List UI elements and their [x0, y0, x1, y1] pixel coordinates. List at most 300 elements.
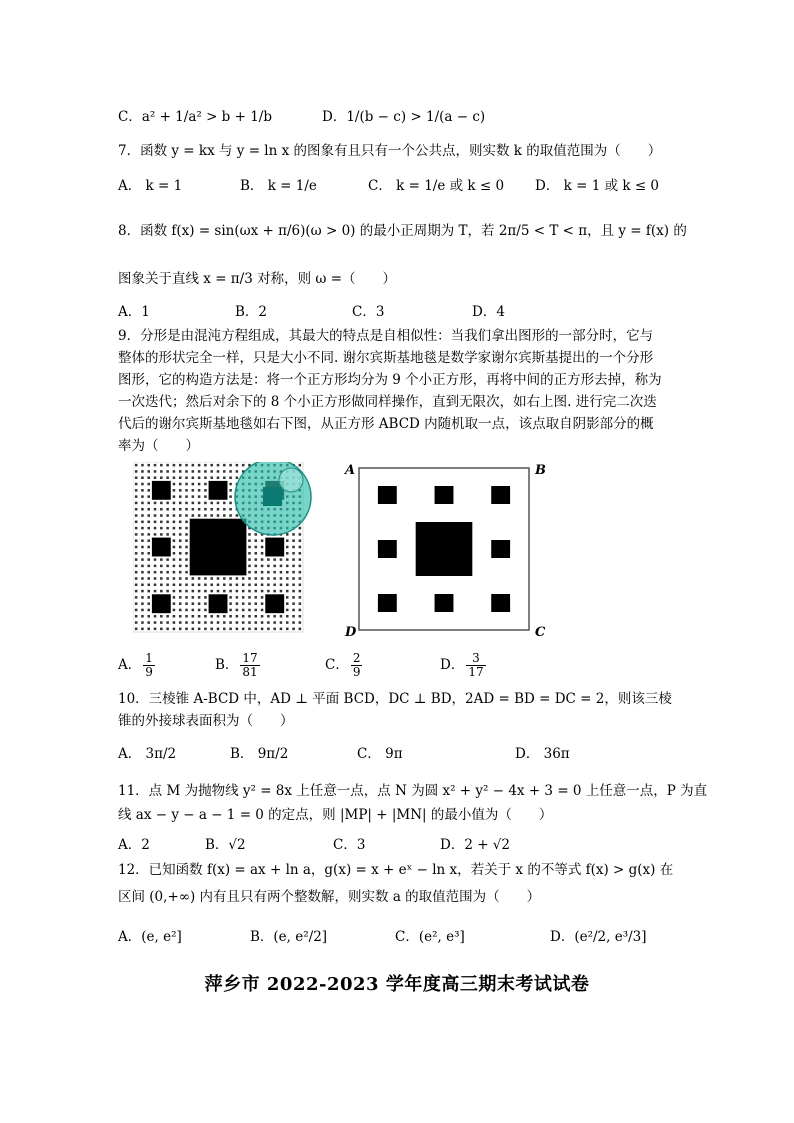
- q10-line1: 10．三棱锥 A-BCD 中，AD ⊥ 平面 BCD，DC ⊥ BD，2AD = BD = DC = 2，则该三棱: [118, 691, 672, 707]
- carpet-dot: [141, 571, 144, 574]
- carpet-dot: [160, 577, 163, 580]
- carpet-dot: [192, 476, 195, 479]
- carpet-dot: [147, 508, 150, 511]
- carpet-dot: [166, 514, 169, 517]
- magnify-circle-small: [279, 468, 303, 492]
- carpet-dot: [147, 533, 150, 536]
- q7-option-b: B． k = 1/e: [240, 178, 317, 194]
- abcd-small-square: [378, 594, 397, 612]
- carpet-dot: [286, 615, 289, 618]
- carpet-dot: [192, 602, 195, 605]
- carpet-dot: [147, 464, 150, 467]
- carpet-dot: [229, 609, 232, 612]
- carpet-dot: [242, 628, 245, 631]
- carpet-dot: [173, 552, 176, 555]
- carpet-dot: [185, 628, 188, 631]
- carpet-dot: [141, 527, 144, 530]
- carpet-dot: [229, 495, 232, 498]
- q12-option-c: C．(e², e³]: [395, 929, 465, 945]
- carpet-dot: [229, 464, 232, 467]
- carpet-dot: [173, 539, 176, 542]
- carpet-dot: [147, 539, 150, 542]
- carpet-dot: [173, 533, 176, 536]
- carpet-dot: [141, 533, 144, 536]
- carpet-dot: [173, 590, 176, 593]
- carpet-dot: [147, 546, 150, 549]
- carpet-dot: [160, 464, 163, 467]
- q11-option-d: D．2 + √2: [440, 837, 510, 853]
- carpet-dot: [198, 596, 201, 599]
- carpet-dot: [267, 565, 270, 568]
- carpet-dot: [135, 521, 138, 524]
- carpet-dot: [299, 577, 302, 580]
- carpet-dot: [147, 609, 150, 612]
- carpet-dot: [141, 476, 144, 479]
- carpet-dot: [179, 489, 182, 492]
- q12-line1: 12．已知函数 f(x) = ax + ln a，g(x) = x + eˣ − ln x，若关于 x 的不等式 f(x) > g(x) 在: [118, 862, 674, 878]
- carpet-dot: [173, 508, 176, 511]
- carpet-dot: [192, 596, 195, 599]
- carpet-dot: [141, 495, 144, 498]
- carpet-dot: [229, 470, 232, 473]
- carpet-dot: [154, 533, 157, 536]
- carpet-dot: [204, 602, 207, 605]
- carpet-dot: [179, 527, 182, 530]
- carpet-dot: [223, 508, 226, 511]
- carpet-dot: [192, 464, 195, 467]
- carpet-dot: [292, 590, 295, 593]
- carpet-dot: [192, 615, 195, 618]
- carpet-dot: [147, 521, 150, 524]
- carpet-dot: [299, 552, 302, 555]
- carpet-dot: [217, 464, 220, 467]
- carpet-dot: [173, 546, 176, 549]
- q7-option-a: A． k = 1: [118, 178, 183, 194]
- carpet-dot: [248, 602, 251, 605]
- carpet-dot: [166, 577, 169, 580]
- carpet-dot: [147, 596, 150, 599]
- q8-option-b: B．2: [235, 304, 268, 320]
- abcd-small-square: [491, 540, 510, 558]
- carpet-dot: [255, 615, 258, 618]
- carpet-dot: [255, 565, 258, 568]
- carpet-dot: [267, 621, 270, 624]
- q8-option-d: D．4: [472, 304, 505, 320]
- abcd-small-square: [378, 540, 397, 558]
- carpet-dot: [242, 596, 245, 599]
- carpet-dot: [185, 483, 188, 486]
- q11-option-c: C．3: [333, 837, 366, 853]
- carpet-dot: [173, 470, 176, 473]
- carpet-dot: [204, 590, 207, 593]
- carpet-dot: [179, 514, 182, 517]
- carpet-dot: [198, 502, 201, 505]
- carpet-dot: [166, 502, 169, 505]
- q10-option-a: A． 3π/2: [118, 746, 177, 762]
- carpet-dot: [204, 508, 207, 511]
- carpet-dot: [185, 558, 188, 561]
- carpet-dot: [223, 464, 226, 467]
- carpet-dot: [135, 508, 138, 511]
- carpet-small-block: [265, 538, 284, 557]
- carpet-dot: [299, 546, 302, 549]
- carpet-dot: [135, 483, 138, 486]
- carpet-dot: [286, 565, 289, 568]
- carpet-dot: [261, 615, 264, 618]
- carpet-dot: [141, 546, 144, 549]
- carpet-dot: [147, 552, 150, 555]
- carpet-dot: [299, 533, 302, 536]
- carpet-dot: [185, 615, 188, 618]
- carpet-dot: [204, 628, 207, 631]
- carpet-dot: [223, 590, 226, 593]
- carpet-dot: [229, 483, 232, 486]
- carpet-dot: [204, 464, 207, 467]
- carpet-dot: [173, 502, 176, 505]
- carpet-dot: [255, 539, 258, 542]
- carpet-dot: [273, 590, 276, 593]
- carpet-dot: [286, 596, 289, 599]
- carpet-dot: [192, 621, 195, 624]
- carpet-dot: [141, 539, 144, 542]
- carpet-dot: [135, 615, 138, 618]
- carpet-dot: [242, 590, 245, 593]
- abcd-small-square: [491, 594, 510, 612]
- q9-line6: 率为（ ）: [118, 438, 199, 454]
- carpet-dot: [198, 590, 201, 593]
- q11-option-b: B．√2: [205, 837, 246, 853]
- carpet-dot: [185, 464, 188, 467]
- carpet-dot: [179, 502, 182, 505]
- carpet-dot: [217, 628, 220, 631]
- carpet-dot: [154, 508, 157, 511]
- carpet-dot: [192, 483, 195, 486]
- carpet-dot: [280, 628, 283, 631]
- q9-line4: 一次迭代；然后对余下的 8 个小正方形做同样操作，直到无限次，如右上图. 进行完二次迭: [118, 394, 657, 410]
- carpet-dot: [286, 571, 289, 574]
- carpet-dot: [185, 539, 188, 542]
- carpet-dot: [141, 521, 144, 524]
- carpet-dot: [179, 483, 182, 486]
- carpet-dot: [185, 546, 188, 549]
- carpet-dot: [154, 615, 157, 618]
- carpet-dot: [135, 464, 138, 467]
- carpet-dot: [179, 546, 182, 549]
- abcd-small-square: [491, 486, 510, 504]
- carpet-dot: [135, 628, 138, 631]
- carpet-dot: [217, 514, 220, 517]
- carpet-dot: [160, 533, 163, 536]
- carpet-dot: [185, 527, 188, 530]
- carpet-dot: [141, 489, 144, 492]
- carpet-dot: [147, 565, 150, 568]
- carpet-dot: [173, 521, 176, 524]
- carpet-dot: [204, 489, 207, 492]
- carpet-dot: [141, 565, 144, 568]
- carpet-dot: [273, 628, 276, 631]
- carpet-dot: [261, 621, 264, 624]
- carpet-dot: [217, 577, 220, 580]
- carpet-dot: [166, 527, 169, 530]
- carpet-small-block: [152, 594, 171, 613]
- carpet-dot: [185, 621, 188, 624]
- carpet-dot: [160, 470, 163, 473]
- carpet-dot: [292, 628, 295, 631]
- carpet-dot: [255, 621, 258, 624]
- carpet-dot: [286, 584, 289, 587]
- carpet-dot: [141, 483, 144, 486]
- carpet-dot: [192, 502, 195, 505]
- carpet-dot: [192, 584, 195, 587]
- carpet-dot: [280, 584, 283, 587]
- carpet-dot: [147, 558, 150, 561]
- carpet-dot: [185, 470, 188, 473]
- carpet-dot: [160, 514, 163, 517]
- carpet-dot: [141, 464, 144, 467]
- carpet-dot: [135, 590, 138, 593]
- highlight-center-square: [263, 487, 282, 506]
- carpet-dot: [166, 565, 169, 568]
- carpet-dot: [242, 577, 245, 580]
- carpet-dot: [217, 508, 220, 511]
- carpet-dot: [179, 584, 182, 587]
- carpet-dot: [154, 590, 157, 593]
- carpet-dot: [204, 577, 207, 580]
- carpet-center-block: [190, 519, 247, 576]
- carpet-dot: [154, 628, 157, 631]
- carpet-dot: [255, 590, 258, 593]
- carpet-dot: [292, 577, 295, 580]
- carpet-dot: [154, 621, 157, 624]
- carpet-dot: [135, 539, 138, 542]
- carpet-dot: [185, 571, 188, 574]
- q6-option-c: C．a² + 1/a² > b + 1/b: [118, 109, 272, 125]
- carpet-dot: [223, 621, 226, 624]
- carpet-dot: [286, 621, 289, 624]
- carpet-dot: [248, 596, 251, 599]
- carpet-dot: [299, 539, 302, 542]
- carpet-dot: [173, 476, 176, 479]
- carpet-dot: [173, 495, 176, 498]
- carpet-dot: [173, 628, 176, 631]
- carpet-dot: [286, 609, 289, 612]
- carpet-dot: [292, 596, 295, 599]
- carpet-dot: [204, 621, 207, 624]
- carpet-dot: [261, 571, 264, 574]
- carpet-dot: [261, 552, 264, 555]
- carpet-dot: [261, 596, 264, 599]
- carpet-dot: [292, 558, 295, 561]
- carpet-dot: [229, 502, 232, 505]
- carpet-dot: [173, 584, 176, 587]
- carpet-dot: [135, 470, 138, 473]
- q12-option-a: A．(e, e²]: [118, 929, 182, 945]
- carpet-dot: [223, 502, 226, 505]
- carpet-dot: [299, 565, 302, 568]
- carpet-dot: [147, 527, 150, 530]
- carpet-dot: [179, 495, 182, 498]
- carpet-dot: [299, 609, 302, 612]
- carpet-dot: [135, 609, 138, 612]
- carpet-dot: [210, 584, 213, 587]
- carpet-dot: [135, 489, 138, 492]
- carpet-dot: [210, 508, 213, 511]
- abcd-center-square: [416, 522, 473, 576]
- carpet-dot: [267, 590, 270, 593]
- carpet-dot: [173, 527, 176, 530]
- carpet-small-block: [152, 481, 171, 500]
- carpet-dot: [236, 470, 239, 473]
- carpet-dot: [173, 602, 176, 605]
- carpet-dot: [236, 577, 239, 580]
- carpet-dot: [166, 621, 169, 624]
- carpet-dot: [280, 615, 283, 618]
- carpet-dot: [223, 577, 226, 580]
- carpet-dot: [141, 596, 144, 599]
- carpet-dot: [204, 476, 207, 479]
- carpet-dot: [179, 533, 182, 536]
- q9-line2: 整体的形状完全一样，只是大小不同. 谢尔宾斯基地毯是数学家谢尔宾斯基提出的一个分形: [118, 350, 654, 366]
- carpet-dot: [185, 495, 188, 498]
- carpet-dot: [248, 584, 251, 587]
- carpet-dot: [286, 533, 289, 536]
- carpet-dot: [185, 533, 188, 536]
- carpet-dot: [292, 565, 295, 568]
- carpet-dot: [229, 628, 232, 631]
- carpet-dot: [135, 476, 138, 479]
- carpet-dot: [273, 584, 276, 587]
- carpet-dot: [166, 558, 169, 561]
- carpet-dot: [204, 596, 207, 599]
- carpet-dot: [292, 552, 295, 555]
- carpet-dot: [198, 609, 201, 612]
- carpet-dot: [267, 584, 270, 587]
- carpet-dot: [141, 552, 144, 555]
- carpet-dot: [198, 602, 201, 605]
- vertex-label-b: B: [535, 463, 546, 478]
- carpet-dot: [198, 489, 201, 492]
- carpet-dot: [154, 577, 157, 580]
- carpet-dot: [185, 609, 188, 612]
- carpet-dot: [217, 590, 220, 593]
- carpet-dot: [141, 577, 144, 580]
- carpet-dot: [166, 571, 169, 574]
- carpet-dot: [179, 577, 182, 580]
- carpet-dot: [173, 577, 176, 580]
- carpet-dot: [236, 584, 239, 587]
- carpet-dot: [217, 476, 220, 479]
- carpet-dot: [223, 628, 226, 631]
- carpet-dot: [179, 476, 182, 479]
- carpet-dot: [166, 521, 169, 524]
- carpet-dot: [179, 464, 182, 467]
- carpet-dot: [280, 577, 283, 580]
- carpet-dot: [204, 483, 207, 486]
- carpet-dot: [141, 602, 144, 605]
- carpet-dot: [147, 514, 150, 517]
- carpet-dot: [261, 602, 264, 605]
- carpet-dot: [135, 565, 138, 568]
- carpet-dot: [261, 539, 264, 542]
- carpet-dot: [255, 596, 258, 599]
- carpet-dot: [160, 521, 163, 524]
- carpet-dot: [179, 571, 182, 574]
- vertex-label-d: D: [345, 625, 357, 640]
- carpet-small-block: [209, 594, 228, 613]
- carpet-dot: [267, 577, 270, 580]
- carpet-dot: [198, 508, 201, 511]
- carpet-dot: [198, 464, 201, 467]
- carpet-dot: [179, 539, 182, 542]
- carpet-dot: [147, 621, 150, 624]
- carpet-dot: [229, 590, 232, 593]
- carpet-dot: [179, 590, 182, 593]
- q9-option-c: C． $\frac{2}{9}$: [325, 651, 361, 679]
- carpet-dot: [236, 615, 239, 618]
- carpet-dot: [255, 584, 258, 587]
- carpet-dot: [147, 602, 150, 605]
- carpet-dot: [160, 527, 163, 530]
- carpet-dot: [286, 577, 289, 580]
- carpet-dot: [217, 502, 220, 505]
- carpet-dot: [141, 609, 144, 612]
- carpet-dot: [261, 628, 264, 631]
- carpet-dot: [135, 533, 138, 536]
- carpet-dot: [229, 476, 232, 479]
- carpet-dot: [255, 628, 258, 631]
- carpet-dot: [141, 508, 144, 511]
- carpet-dot: [160, 565, 163, 568]
- q12-option-d: D．(e²/2, e³/3]: [550, 929, 647, 945]
- carpet-dot: [255, 602, 258, 605]
- carpet-dot: [286, 590, 289, 593]
- carpet-dot: [179, 552, 182, 555]
- carpet-dot: [173, 609, 176, 612]
- carpet-dot: [154, 527, 157, 530]
- carpet-dot: [286, 552, 289, 555]
- carpet-dot: [299, 590, 302, 593]
- carpet-dot: [261, 609, 264, 612]
- carpet-dot: [299, 558, 302, 561]
- q10-option-d: D． 36π: [515, 746, 570, 762]
- carpet-dot: [242, 464, 245, 467]
- carpet-dot: [147, 502, 150, 505]
- carpet-dot: [210, 590, 213, 593]
- carpet-dot: [248, 577, 251, 580]
- carpet-dot: [229, 577, 232, 580]
- carpet-dot: [192, 609, 195, 612]
- carpet-dot: [267, 558, 270, 561]
- carpet-dot: [248, 615, 251, 618]
- carpet-dot: [179, 628, 182, 631]
- carpet-dot: [292, 546, 295, 549]
- carpet-dot: [173, 464, 176, 467]
- carpet-dot: [160, 571, 163, 574]
- carpet-dot: [248, 533, 251, 536]
- carpet-dot: [160, 584, 163, 587]
- carpet-dot: [261, 584, 264, 587]
- q9-line3: 图形，它的构造方法是：将一个正方形均分为 9 个小正方形，再将中间的正方形去掉，称为: [118, 372, 662, 388]
- carpet-dot: [248, 552, 251, 555]
- vertex-label-c: C: [535, 625, 546, 640]
- carpet-dot: [185, 552, 188, 555]
- q9-line5: 代后的谢尔宾斯基地毯如右下图，从正方形 ABCD 内随机取一点，该点取自阴影部分的概: [118, 416, 654, 432]
- carpet-dot: [261, 565, 264, 568]
- carpet-dot: [135, 602, 138, 605]
- carpet-dot: [210, 615, 213, 618]
- carpet-dot: [204, 584, 207, 587]
- carpet-dot: [185, 508, 188, 511]
